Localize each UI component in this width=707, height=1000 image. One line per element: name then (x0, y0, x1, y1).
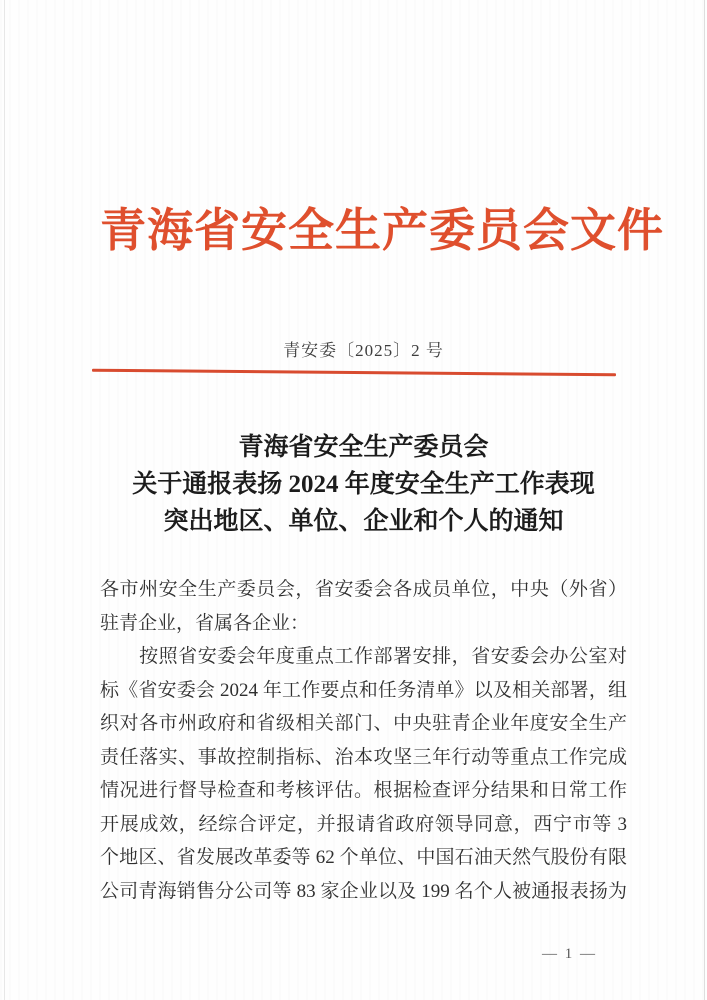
body-line: 织对各市州政府和省级相关部门、中央驻青企业年度安全生产 (100, 713, 627, 734)
body-line: 责任落实、事故控制指标、治本攻坚三年行动等重点工作完成 (100, 746, 627, 768)
scan-edge-left (4, 0, 5, 1000)
document-header-banner: 青海省安全生产委员会文件 (100, 205, 664, 256)
scan-edge-right (704, 0, 705, 1000)
body-line: 各市州安全生产委员会，省安委会各成员单位，中央（外省） (100, 579, 627, 600)
body-line: 情况进行督导检查和考核评估。根据检查评分结果和日常工作 (100, 780, 627, 801)
body-line: 开展成效，经综合评定，并报请省政府领导同意，西宁市等 3 (100, 813, 627, 835)
body-line: 个地区、省发展改革委等 62 个单位、中国石油天然气股份有限 (100, 847, 627, 868)
document-title-line-2: 关于通报表扬 2024 年度安全生产工作表现 (132, 471, 595, 498)
body-line: 按照省安委会年度重点工作部署安排，省安委会办公室对 (100, 646, 627, 667)
red-divider-line (92, 369, 616, 377)
document-number: 青安委〔2025〕2 号 (283, 341, 444, 360)
body-line: 驻青企业，省属各企业： (100, 612, 310, 634)
document-title-line-3: 突出地区、单位、企业和个人的通知 (163, 508, 564, 535)
body-line: 标《省安委会 2024 年工作要点和任务清单》以及相关部署，组 (100, 679, 627, 701)
document-title (100, 429, 627, 540)
document-title-line-1: 青海省安全生产委员会 (238, 434, 489, 461)
page-number: — 1 — (542, 946, 597, 962)
document-body (100, 573, 627, 908)
body-line: 公司青海销售分公司等 83 家企业以及 199 名个人被通报表扬为 (100, 880, 627, 902)
document-content (100, 0, 664, 964)
